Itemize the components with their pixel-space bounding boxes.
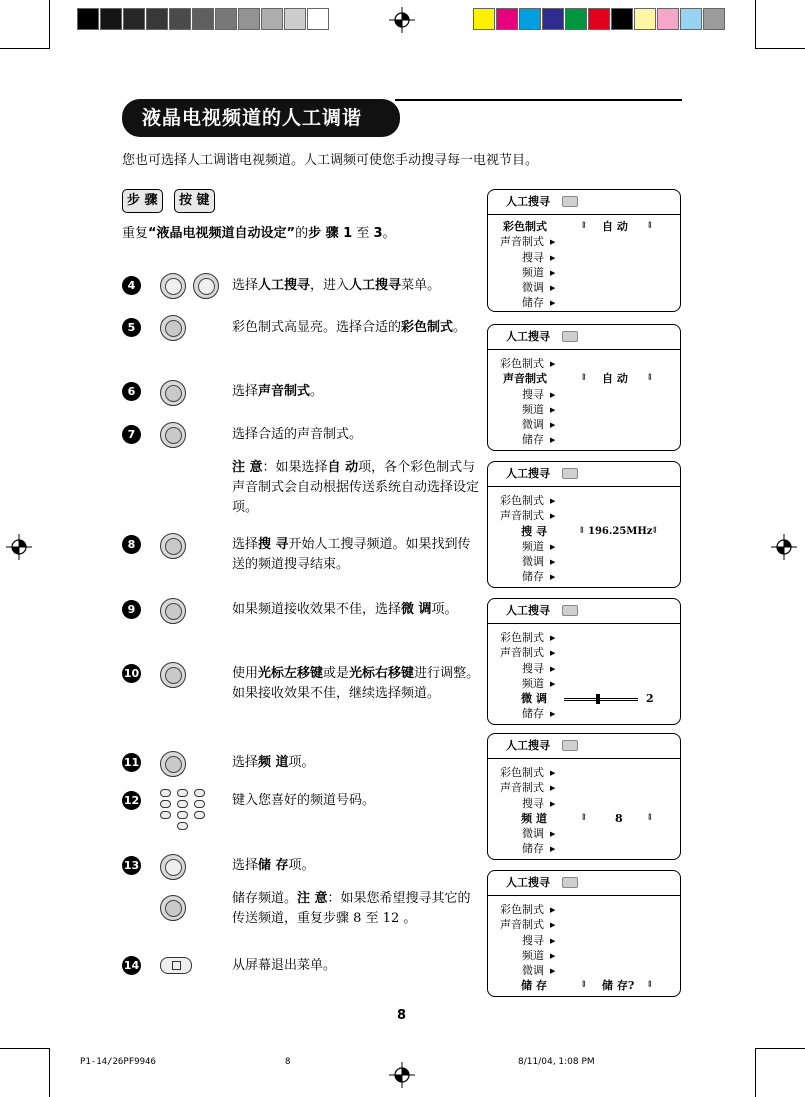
menu-row-search[interactable] — [488, 524, 680, 539]
arrow-right-icon: ▶ — [550, 967, 556, 976]
step-8-text — [232, 535, 480, 575]
menu-row[interactable] — [488, 902, 680, 917]
slider-handle[interactable] — [596, 694, 600, 704]
color-swatch — [284, 8, 306, 30]
menu-label: 频 道 — [521, 811, 547, 825]
text: 选择 — [232, 755, 259, 770]
menu-label: 声音制式 — [500, 235, 544, 249]
up-down-icon: ⇕ — [646, 980, 654, 991]
footer-page: 8 — [285, 1057, 291, 1067]
menu-row[interactable] — [488, 417, 680, 432]
cursor-left-right-button[interactable] — [160, 662, 186, 688]
menu-screen-4 — [487, 598, 681, 725]
color-swatch — [703, 8, 725, 30]
text: 项，各个彩色制式与声音制式会自动根据传送系统自动选择设定项。 — [232, 460, 480, 515]
up-down-icon: ⇕ — [651, 525, 659, 536]
up-down-icon: ⇕ — [580, 373, 588, 384]
step-14-text: 从屏幕退出菜单。 — [232, 958, 337, 973]
steps-tag: 步 骤 — [122, 189, 163, 213]
step-5-text — [232, 318, 480, 338]
menu-row[interactable] — [488, 661, 680, 676]
menu-row[interactable] — [488, 676, 680, 691]
menu-title-text: 人工搜寻 — [506, 330, 550, 343]
emphasis: “液晶电视频道自动设定” — [148, 226, 296, 241]
arrow-right-icon: ▶ — [550, 436, 556, 445]
crop-mark — [755, 48, 805, 49]
digit-key[interactable] — [160, 800, 171, 808]
arrow-right-icon: ▶ — [550, 845, 556, 854]
tv-icon — [562, 196, 578, 207]
emphasis: 光标右移键 — [349, 666, 415, 681]
menu-label: 搜寻 — [522, 661, 544, 675]
menu-title-text: 人工搜寻 — [506, 604, 550, 617]
emphasis: 光标左移键 — [258, 666, 324, 681]
footer-filename: P1-14/26PF9946 — [80, 1057, 156, 1067]
digit-key[interactable] — [194, 800, 205, 808]
digit-key[interactable] — [194, 811, 205, 819]
arrow-right-icon: ▶ — [550, 268, 556, 277]
arrow-right-icon: ▶ — [550, 936, 556, 945]
menu-row[interactable] — [488, 569, 680, 584]
menu-label: 搜寻 — [522, 250, 544, 264]
text: 如果频道接收效果不佳，选择 — [232, 602, 402, 617]
menu-row[interactable] — [488, 265, 680, 280]
menu-label: 搜寻 — [522, 796, 544, 810]
menu-row[interactable] — [488, 963, 680, 978]
menu-button[interactable] — [160, 273, 186, 299]
menu-screen-6 — [487, 870, 681, 997]
cursor-up-button[interactable] — [160, 751, 186, 777]
up-down-icon: ⇕ — [646, 221, 654, 231]
menu-title-text: 人工搜寻 — [506, 195, 550, 208]
cursor-right-button[interactable] — [160, 422, 186, 448]
arrow-right-icon: ▶ — [550, 421, 556, 430]
color-swatch — [611, 8, 633, 30]
text: 的 — [295, 226, 309, 241]
menu-row[interactable] — [488, 554, 680, 569]
menu-label: 储存 — [522, 296, 544, 310]
arrow-right-icon: ▶ — [550, 679, 556, 688]
up-down-icon: ⇕ — [646, 373, 654, 384]
crop-mark — [49, 1048, 50, 1097]
emphasis: 储 存 — [258, 858, 289, 873]
menu-title — [488, 462, 680, 487]
arrow-right-icon: ▶ — [550, 951, 556, 960]
menu-value: 8 — [615, 811, 623, 825]
color-swatch — [680, 8, 702, 30]
menu-screen-1 — [487, 189, 681, 312]
arrow-right-icon: ▶ — [550, 799, 556, 808]
menu-row[interactable] — [488, 402, 680, 417]
menu-label: 声音制式 — [503, 372, 547, 386]
menu-row[interactable] — [488, 796, 680, 811]
menu-label: 搜寻 — [522, 387, 544, 401]
step-11-text — [232, 753, 480, 773]
registration-mark-icon — [389, 1062, 415, 1088]
step-number: 4 — [122, 276, 141, 295]
up-down-icon: ⇕ — [578, 525, 586, 536]
menu-label: 储存 — [522, 707, 544, 721]
text: 开始人工搜寻频道。如果找到传送的频道搜寻结束。 — [232, 537, 471, 572]
text: 储存频道。 — [232, 891, 298, 906]
color-swatch — [261, 8, 283, 30]
digit-key[interactable] — [160, 811, 171, 819]
color-swatch — [238, 8, 260, 30]
arrow-right-icon: ▶ — [550, 710, 556, 719]
step-4-text — [232, 276, 480, 296]
menu-label: 频道 — [522, 948, 544, 962]
step-number: 13 — [122, 856, 141, 875]
menu-label: 声音制式 — [500, 918, 544, 932]
menu-label: 频道 — [522, 265, 544, 279]
text: 彩色制式高显亮。选择合适的 — [232, 320, 402, 335]
menu-row[interactable] — [488, 387, 680, 402]
color-swatch — [307, 8, 329, 30]
arrow-right-icon: ▶ — [550, 634, 556, 642]
step-number: 12 — [122, 791, 141, 810]
text: 选择 — [232, 278, 259, 293]
color-swatch — [542, 8, 564, 30]
arrow-right-icon: ▶ — [550, 769, 556, 777]
menu-value: 储 存? — [602, 979, 635, 993]
menu-row-fine-tune[interactable] — [488, 691, 680, 706]
cursor-right-button[interactable] — [160, 895, 186, 921]
cursor-down-button[interactable] — [160, 380, 186, 406]
menu-value: 196.25MHz — [588, 525, 653, 537]
color-swatch — [496, 8, 518, 30]
step-number: 5 — [122, 318, 141, 337]
up-down-icon: ⇕ — [646, 812, 654, 823]
menu-row[interactable] — [488, 295, 680, 310]
menu-row-color-system[interactable] — [488, 219, 680, 234]
crop-mark — [49, 0, 50, 48]
color-swatch — [657, 8, 679, 30]
menu-title-text: 人工搜寻 — [506, 467, 550, 480]
arrow-right-icon: ▶ — [550, 664, 556, 673]
menu-row[interactable] — [488, 765, 680, 780]
menu-row[interactable] — [488, 933, 680, 948]
text: 选择 — [232, 858, 259, 873]
emphasis: 微 调 — [401, 602, 432, 617]
color-swatch — [192, 8, 214, 30]
menu-row[interactable] — [488, 917, 680, 932]
text: 项。 — [288, 858, 315, 873]
text: 。 — [310, 384, 324, 399]
note-text — [232, 458, 480, 518]
cursor-down-button[interactable] — [160, 598, 186, 624]
digit-key[interactable] — [177, 789, 188, 797]
text: 项。 — [431, 602, 458, 617]
text: 。 — [453, 320, 467, 335]
menu-row[interactable] — [488, 780, 680, 795]
emphasis: 搜 寻 — [258, 537, 289, 552]
menu-label: 频道 — [522, 676, 544, 690]
menu-screen-2 — [487, 324, 681, 451]
color-swatch — [100, 8, 122, 30]
text: ：如果您希望搜寻其它的传送频道，重复步骤 8 至 12 。 — [232, 891, 471, 926]
text: ：如果选择 — [262, 460, 328, 475]
step-number: 7 — [122, 425, 141, 444]
arrow-right-icon: ▶ — [550, 649, 556, 658]
tv-icon — [562, 468, 578, 479]
emphasis: 注 意 — [232, 460, 263, 475]
menu-label: 储存 — [522, 433, 544, 447]
menu-label: 微调 — [522, 964, 544, 978]
color-swatch — [146, 8, 168, 30]
arrow-right-icon: ▶ — [550, 360, 556, 368]
menu-row[interactable] — [488, 645, 680, 660]
step-7-text: 选择合适的声音制式。 — [232, 427, 363, 442]
page-number: 8 — [397, 1008, 407, 1023]
menu-row[interactable] — [488, 493, 680, 508]
arrow-right-icon: ▶ — [550, 512, 556, 521]
menu-value: 自 动 — [602, 372, 628, 386]
menu-row[interactable] — [488, 234, 680, 249]
tv-icon — [562, 740, 578, 751]
menu-screen-5 — [487, 733, 681, 860]
tv-icon — [562, 877, 578, 888]
step-10-text — [232, 664, 480, 704]
registration-mark-icon — [389, 7, 415, 33]
step-number: 6 — [122, 382, 141, 401]
text: 项。 — [288, 755, 315, 770]
menu-title — [488, 190, 680, 215]
menu-label: 频道 — [522, 539, 544, 553]
crop-mark — [0, 48, 50, 49]
menu-row[interactable] — [488, 706, 680, 721]
up-down-icon: ⇕ — [580, 980, 588, 991]
menu-label: 彩色制式 — [500, 631, 544, 644]
store-text — [232, 889, 480, 929]
arrow-right-icon: ▶ — [550, 299, 556, 308]
step-number: 9 — [122, 600, 141, 619]
menu-row[interactable] — [488, 250, 680, 265]
color-swatch — [77, 8, 99, 30]
text: 进行调整。如果接收效果不佳，继续选择频道。 — [232, 666, 480, 701]
menu-label: 彩色制式 — [500, 903, 544, 916]
menu-title-text: 人工搜寻 — [506, 876, 550, 889]
menu-label: 储存 — [522, 570, 544, 584]
text: 。 — [382, 226, 396, 241]
menu-label: 微调 — [522, 555, 544, 569]
digit-key[interactable] — [177, 822, 188, 830]
menu-title — [488, 734, 680, 759]
footer-date: 8/11/04, 1:08 PM — [518, 1057, 595, 1067]
color-swatch — [169, 8, 191, 30]
menu-label: 声音制式 — [500, 781, 544, 795]
menu-label: 搜 寻 — [521, 524, 547, 538]
menu-row[interactable] — [488, 432, 680, 447]
emphasis: 人工搜寻 — [258, 278, 311, 293]
step-number: 8 — [122, 535, 141, 554]
crop-mark — [0, 1048, 50, 1049]
menu-title-text: 人工搜寻 — [506, 739, 550, 752]
crop-mark — [755, 0, 756, 48]
emphasis: 声音制式 — [258, 384, 311, 399]
emphasis: 注 意 — [297, 891, 328, 906]
intro-text: 您也可选择人工调谐电视频道。人工调频可使您手动搜寻每一电视节目。 — [122, 153, 539, 168]
arrow-right-icon: ▶ — [550, 830, 556, 839]
digit-key[interactable] — [177, 811, 188, 819]
emphasis: 步 骤 1 — [308, 226, 353, 241]
arrow-right-icon: ▶ — [550, 253, 556, 262]
color-swatch — [519, 8, 541, 30]
repeat-instruction — [122, 222, 396, 241]
text: ，进入 — [310, 278, 350, 293]
up-down-icon: ⇕ — [580, 812, 588, 823]
color-swatch — [473, 8, 495, 30]
text: 使用 — [232, 666, 259, 681]
digit-key[interactable] — [177, 800, 188, 808]
text: 至 — [352, 226, 374, 241]
menu-label: 彩色制式 — [500, 357, 544, 370]
menu-row[interactable] — [488, 630, 680, 645]
menu-exit-key-icon[interactable] — [160, 957, 192, 974]
menu-screen-3 — [487, 461, 681, 588]
emphasis: 频 道 — [258, 755, 289, 770]
color-swatch — [634, 8, 656, 30]
text: 或是 — [323, 666, 350, 681]
arrow-right-icon: ▶ — [550, 238, 556, 247]
arrow-right-icon: ▶ — [550, 906, 556, 914]
fine-tune-slider[interactable] — [564, 698, 638, 701]
crop-mark — [755, 1048, 756, 1097]
arrow-right-icon: ▶ — [550, 497, 556, 505]
text: 菜单。 — [401, 278, 441, 293]
cursor-down-button[interactable] — [160, 533, 186, 559]
menu-label: 声音制式 — [500, 646, 544, 660]
menu-label: 微调 — [522, 827, 544, 841]
menu-label: 储 存 — [521, 979, 547, 993]
emphasis: 人工搜寻 — [349, 278, 402, 293]
menu-row[interactable] — [488, 826, 680, 841]
title-rule — [395, 99, 682, 101]
menu-label: 微 调 — [521, 692, 547, 706]
menu-row[interactable] — [488, 508, 680, 523]
color-swatch — [215, 8, 237, 30]
menu-label: 微调 — [522, 418, 544, 432]
emphasis: 3 — [373, 226, 383, 241]
page-title: 液晶电视频道的人工调谐 — [122, 99, 400, 137]
step-number: 10 — [122, 664, 141, 683]
menu-label: 声音制式 — [500, 509, 544, 523]
arrow-right-icon: ▶ — [550, 573, 556, 582]
arrow-right-icon: ▶ — [550, 390, 556, 399]
step-9-text — [232, 600, 480, 620]
cursor-down-button[interactable] — [160, 854, 186, 880]
menu-row[interactable] — [488, 280, 680, 295]
arrow-right-icon: ▶ — [550, 405, 556, 414]
menu-button[interactable] — [193, 273, 219, 299]
step-6-text — [232, 382, 480, 402]
menu-title — [488, 871, 680, 896]
digit-key[interactable] — [160, 789, 171, 797]
arrow-right-icon: ▶ — [550, 542, 556, 551]
menu-row-store[interactable] — [488, 978, 680, 993]
menu-label: 搜寻 — [522, 933, 544, 947]
registration-mark-icon — [6, 534, 32, 560]
step-number: 11 — [122, 753, 141, 772]
cursor-down-button[interactable] — [160, 315, 186, 341]
menu-row[interactable] — [488, 356, 680, 371]
menu-label: 彩色制式 — [503, 220, 547, 233]
menu-title — [488, 325, 680, 350]
menu-label: 彩色制式 — [500, 766, 544, 779]
menu-row[interactable] — [488, 841, 680, 856]
text: 重复 — [122, 226, 149, 241]
menu-title — [488, 599, 680, 624]
digit-key[interactable] — [194, 789, 205, 797]
menu-value: 2 — [646, 692, 654, 706]
arrow-right-icon: ▶ — [550, 921, 556, 930]
menu-value: 自 动 — [602, 220, 628, 233]
text: 选择 — [232, 537, 259, 552]
menu-label: 微调 — [522, 281, 544, 295]
arrow-right-icon: ▶ — [550, 558, 556, 567]
color-swatch — [588, 8, 610, 30]
tv-icon — [562, 605, 578, 616]
menu-row-sound-system[interactable] — [488, 371, 680, 386]
menu-row[interactable] — [488, 948, 680, 963]
step-12-text: 键入您喜好的频道号码。 — [232, 793, 376, 808]
step-number: 14 — [122, 956, 141, 975]
emphasis: 自 动 — [327, 460, 359, 475]
crop-mark — [755, 1048, 805, 1049]
keys-tag: 按 键 — [174, 189, 215, 213]
menu-label: 储存 — [522, 842, 544, 856]
arrow-right-icon: ▶ — [550, 784, 556, 793]
number-keypad-icon[interactable] — [160, 789, 210, 833]
color-swatch — [565, 8, 587, 30]
menu-label: 彩色制式 — [500, 494, 544, 507]
color-swatch — [123, 8, 145, 30]
registration-mark-icon — [771, 534, 797, 560]
emphasis: 彩色制式 — [401, 320, 454, 335]
menu-label: 频道 — [522, 402, 544, 416]
text: 选择 — [232, 384, 259, 399]
step-13-text — [232, 856, 480, 876]
menu-row[interactable] — [488, 539, 680, 554]
up-down-icon: ⇕ — [580, 221, 588, 231]
arrow-right-icon: ▶ — [550, 284, 556, 293]
menu-row-channel[interactable] — [488, 811, 680, 826]
tv-icon — [562, 331, 578, 342]
